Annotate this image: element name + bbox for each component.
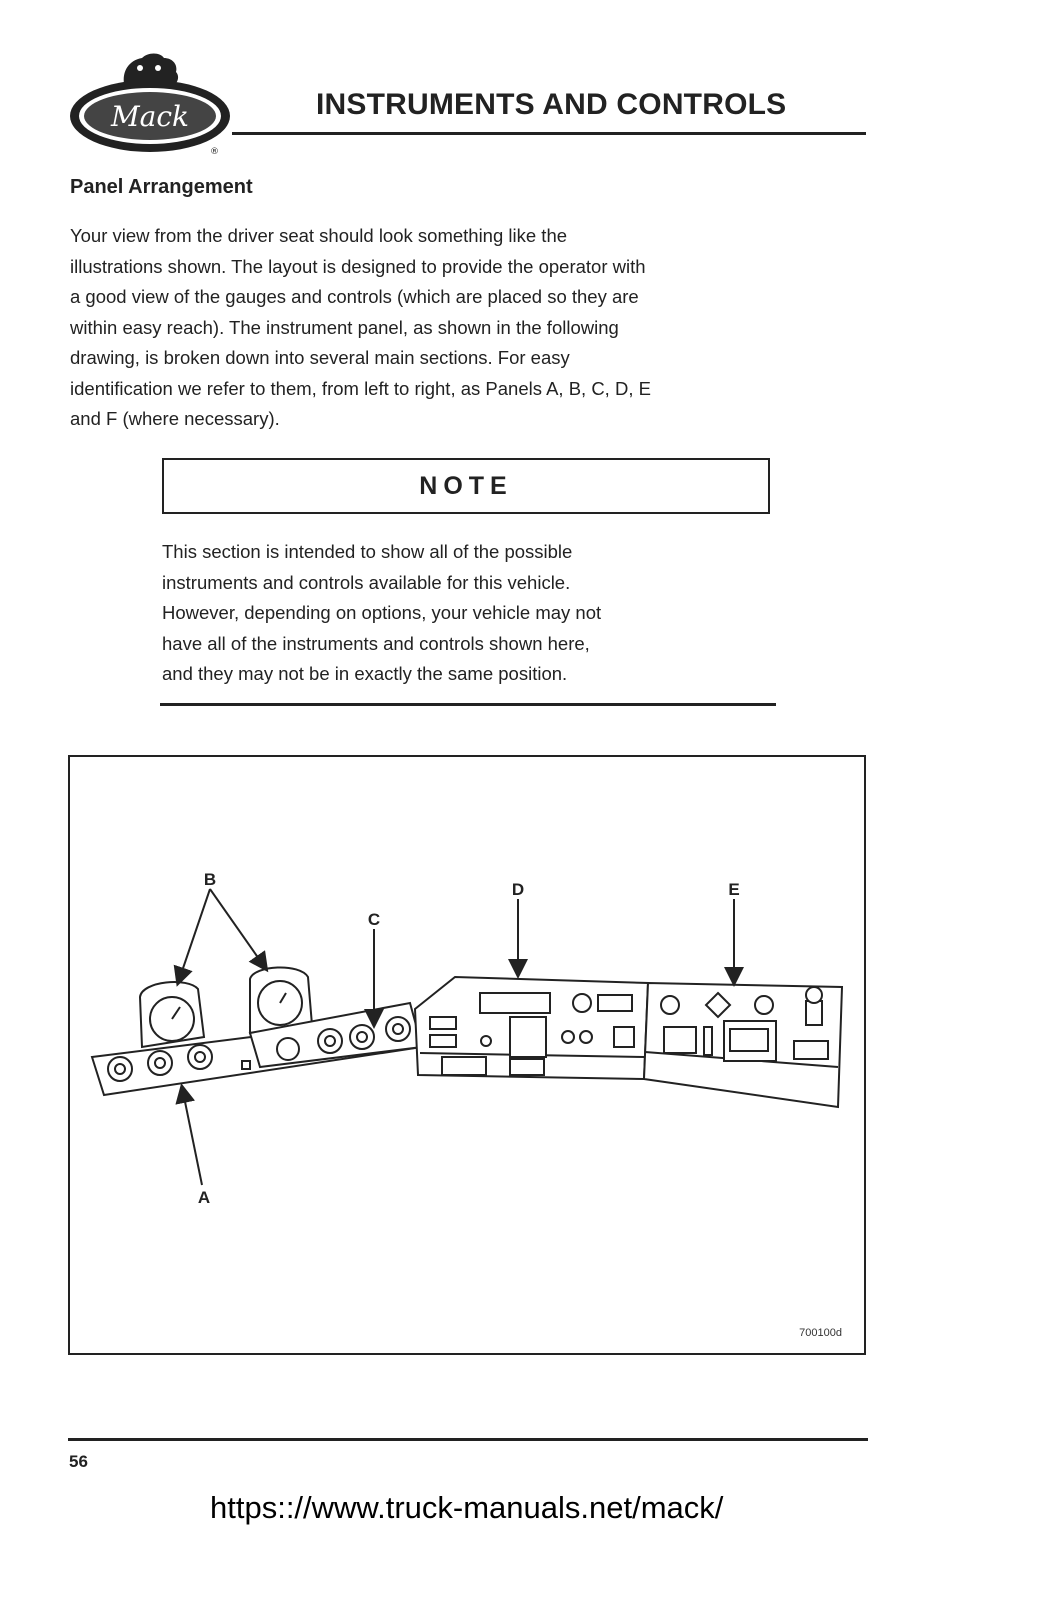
intro-line: and F (where necessary). bbox=[70, 408, 280, 429]
footer-rule bbox=[68, 1438, 868, 1441]
note-box bbox=[162, 458, 770, 514]
instrument-panel-drawing bbox=[70, 757, 868, 1357]
label-d: D bbox=[511, 880, 525, 899]
label-b: B bbox=[203, 870, 217, 889]
label-a: A bbox=[197, 1188, 211, 1207]
note-rule bbox=[160, 703, 776, 706]
note-text bbox=[162, 537, 782, 690]
intro-paragraph bbox=[70, 221, 870, 435]
label-c: C bbox=[367, 910, 381, 929]
note-line: However, depending on options, your vehicle may not bbox=[162, 602, 602, 623]
note-title: NOTE bbox=[419, 471, 513, 500]
intro-line: Your view from the driver seat should look something like the bbox=[70, 225, 568, 246]
radio-icon bbox=[480, 993, 550, 1013]
page-header-title: INSTRUMENTS AND CONTROLS bbox=[316, 88, 787, 121]
svg-text:®: ® bbox=[210, 147, 219, 157]
intro-line: illustrations shown. The layout is designed to provide the operator with bbox=[70, 255, 646, 277]
instrument-panel-figure bbox=[68, 755, 866, 1355]
switch-icon bbox=[242, 1061, 250, 1069]
note-line: instruments and controls available for this vehicle. bbox=[162, 571, 571, 593]
note-line: This section is intended to show all of the possible bbox=[162, 541, 573, 562]
section-title: Panel Arrangement bbox=[70, 176, 253, 198]
intro-line: a good view of the gauges and controls (which are placed so they are bbox=[70, 286, 639, 307]
logo-wordmark: Mack bbox=[110, 100, 190, 133]
mack-logo bbox=[68, 50, 238, 160]
note-line: and they may not be in exactly the same position. bbox=[162, 663, 568, 684]
source-url[interactable]: https:://www.truck-manuals.net/mack/ bbox=[210, 1490, 724, 1525]
gauge-icon bbox=[277, 1038, 299, 1060]
intro-line: within easy reach). The instrument panel, as shown in the following bbox=[70, 316, 619, 338]
intro-line: identification we refer to them, from left to right, as Panels A, B, C, D, E bbox=[70, 377, 651, 399]
intro-line: drawing, is broken down into several main sections. For easy bbox=[70, 347, 570, 368]
page-number: 56 bbox=[69, 1452, 88, 1471]
label-e: E bbox=[728, 880, 740, 899]
figure-id: 700100d bbox=[799, 1327, 842, 1339]
knob-icon bbox=[573, 994, 591, 1012]
header-rule bbox=[232, 132, 866, 135]
note-line: have all of the instruments and controls shown here, bbox=[162, 632, 590, 654]
